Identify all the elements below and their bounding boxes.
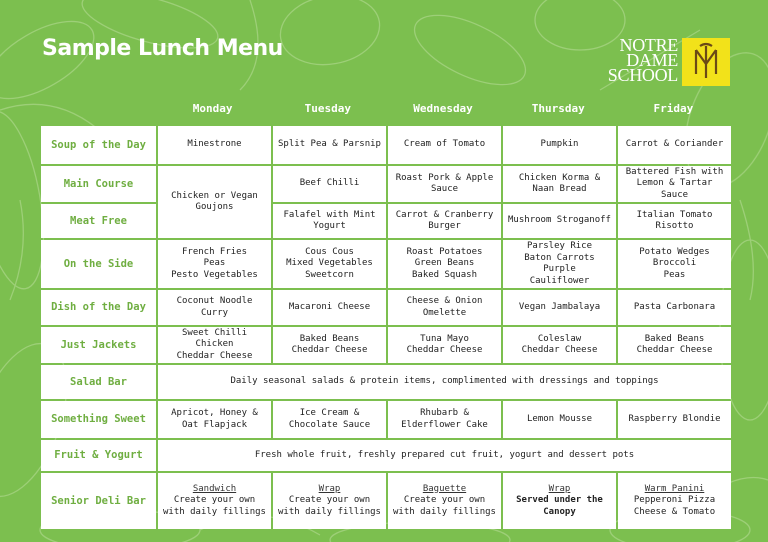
menu-line: Baked Squash <box>411 269 478 280</box>
menu-cell <box>273 473 386 529</box>
menu-line: Baked Beans <box>299 333 360 344</box>
menu-cell <box>503 240 616 288</box>
row-label-dish-of-the-day: Dish of the Day <box>41 290 156 325</box>
menu-line: Sweet Chilli <box>181 327 248 338</box>
menu-cell: Lemon Mousse <box>503 401 616 438</box>
menu-cell <box>618 240 731 288</box>
menu-cell: Chicken or Vegan Goujons <box>158 166 271 238</box>
menu-cell: Apricot, Honey & Oat Flapjack <box>158 401 271 438</box>
menu-cell: Carrot & Coriander <box>618 126 731 164</box>
menu-cell <box>273 327 386 363</box>
menu-line: Broccoli <box>652 258 697 269</box>
menu-cell: Macaroni Cheese <box>273 290 386 325</box>
menu-line: Baton Carrots <box>524 252 595 263</box>
menu-line: Purple <box>543 264 576 274</box>
day-header: Tuesday <box>304 102 351 115</box>
menu-line: Tuna Mayo <box>420 333 469 344</box>
menu-cell: Ice Cream & Chocolate Sauce <box>273 401 386 438</box>
menu-cell: Vegan Jambalaya <box>503 290 616 325</box>
menu-line: Cous Cous <box>305 246 354 257</box>
menu-cell: Chicken Korma & Naan Bread <box>503 166 616 202</box>
menu-line: Pepperoni Pizza Cheese & Tomato <box>633 495 716 517</box>
menu-cell <box>618 473 731 529</box>
menu-line: Cauliflower <box>529 275 590 286</box>
menu-cell <box>388 240 501 288</box>
row-label-fruit-yogurt: Fruit & Yogurt <box>41 440 156 471</box>
row-label-salad-bar: Salad Bar <box>41 365 156 399</box>
menu-cell-wide: Fresh whole fruit, freshly prepared cut fruit, yogurt and dessert pots <box>158 440 731 471</box>
row-label-meat-free: Meat Free <box>41 204 156 238</box>
menu-cell <box>273 240 386 288</box>
menu-cell: Split Pea & Parsnip <box>273 126 386 164</box>
school-crest-icon <box>682 38 730 86</box>
menu-cell: Beef Chilli <box>273 166 386 202</box>
menu-line: Coleslaw <box>537 333 582 344</box>
menu-cell: Pasta Carbonara <box>618 290 731 325</box>
menu-cell: Rhubarb & Elderflower Cake <box>388 401 501 438</box>
menu-line: Roast Potatoes <box>406 246 483 257</box>
page-title: Sample Lunch Menu <box>42 36 283 61</box>
school-logo-text <box>592 35 678 85</box>
menu-cell <box>388 473 501 529</box>
row-label-senior-deli-bar: Senior Deli Bar <box>41 473 156 529</box>
menu-line: Potato Wedges <box>639 246 710 257</box>
row-label-soup: Soup of the Day <box>41 126 156 164</box>
menu-cell: Italian Tomato Risotto <box>618 204 731 238</box>
menu-line: Cheddar Cheese <box>521 345 598 355</box>
deli-heading: Sandwich <box>192 483 237 494</box>
menu-cell-wide: Daily seasonal salads & protein items, complimented with dressings and toppings <box>158 365 731 399</box>
menu-cell: Pumpkin <box>503 126 616 164</box>
menu-line: Cheddar Cheese <box>176 350 253 361</box>
day-header: Thursday <box>531 102 585 115</box>
menu-line: Chicken <box>195 339 234 350</box>
menu-cell <box>503 473 616 529</box>
menu-line: Create your own with daily fillings <box>278 495 381 517</box>
deli-heading: Baguette <box>422 483 467 494</box>
menu-line: Mixed Vegetables <box>286 258 373 269</box>
menu-line: Peas <box>663 269 686 280</box>
menu-line: Create your own with daily fillings <box>163 495 266 517</box>
menu-table <box>41 126 731 517</box>
menu-cell: Battered Fish with Lemon & Tartar Sauce <box>618 166 731 202</box>
logo-line: NOTRE <box>619 35 678 55</box>
menu-cell: Coconut Noodle Curry <box>158 290 271 325</box>
menu-cell <box>158 327 271 363</box>
day-header-row <box>155 102 731 115</box>
deli-heading: Wrap <box>548 483 571 494</box>
menu-cell <box>503 327 616 363</box>
menu-cell: Roast Pork & Apple Sauce <box>388 166 501 202</box>
menu-cell <box>618 327 731 363</box>
menu-cell <box>158 240 271 288</box>
day-header: Monday <box>192 102 233 115</box>
menu-cell: Raspberry Blondie <box>618 401 731 438</box>
menu-cell: Carrot & Cranberry Burger <box>388 204 501 238</box>
row-label-just-jackets: Just Jackets <box>41 327 156 363</box>
menu-line: Served under the Canopy <box>516 495 603 517</box>
menu-line: Cheddar Cheese <box>636 345 713 355</box>
menu-line: Cheddar Cheese <box>406 345 483 355</box>
menu-line: Baked Beans <box>644 333 705 344</box>
row-label-on-the-side: On the Side <box>41 240 156 288</box>
menu-line: Create your own with daily fillings <box>393 495 496 517</box>
menu-cell <box>158 473 271 529</box>
day-header: Friday <box>653 102 694 115</box>
logo-line: DAME <box>626 50 678 70</box>
menu-line: Cheddar Cheese <box>291 345 368 355</box>
menu-line: French Fries <box>181 246 248 257</box>
row-label-main-course: Main Course <box>41 166 156 202</box>
deli-heading: Wrap <box>318 483 341 494</box>
menu-line: Peas <box>203 258 226 269</box>
menu-line: Parsley Rice <box>526 241 593 251</box>
deli-heading: Warm Panini <box>644 483 705 494</box>
menu-cell: Mushroom Stroganoff <box>503 204 616 238</box>
day-header: Wednesday <box>413 102 473 115</box>
menu-cell: Minestrone <box>158 126 271 164</box>
menu-cell: Falafel with Mint Yogurt <box>273 204 386 238</box>
menu-cell: Cheese & Onion Omelette <box>388 290 501 325</box>
logo-line: SCHOOL <box>607 65 678 85</box>
menu-cell <box>388 327 501 363</box>
menu-cell: Cream of Tomato <box>388 126 501 164</box>
menu-line: Green Beans <box>414 258 475 269</box>
menu-line: Sweetcorn <box>305 269 354 280</box>
row-label-something-sweet: Something Sweet <box>41 401 156 438</box>
menu-line: Pesto Vegetables <box>171 269 258 280</box>
